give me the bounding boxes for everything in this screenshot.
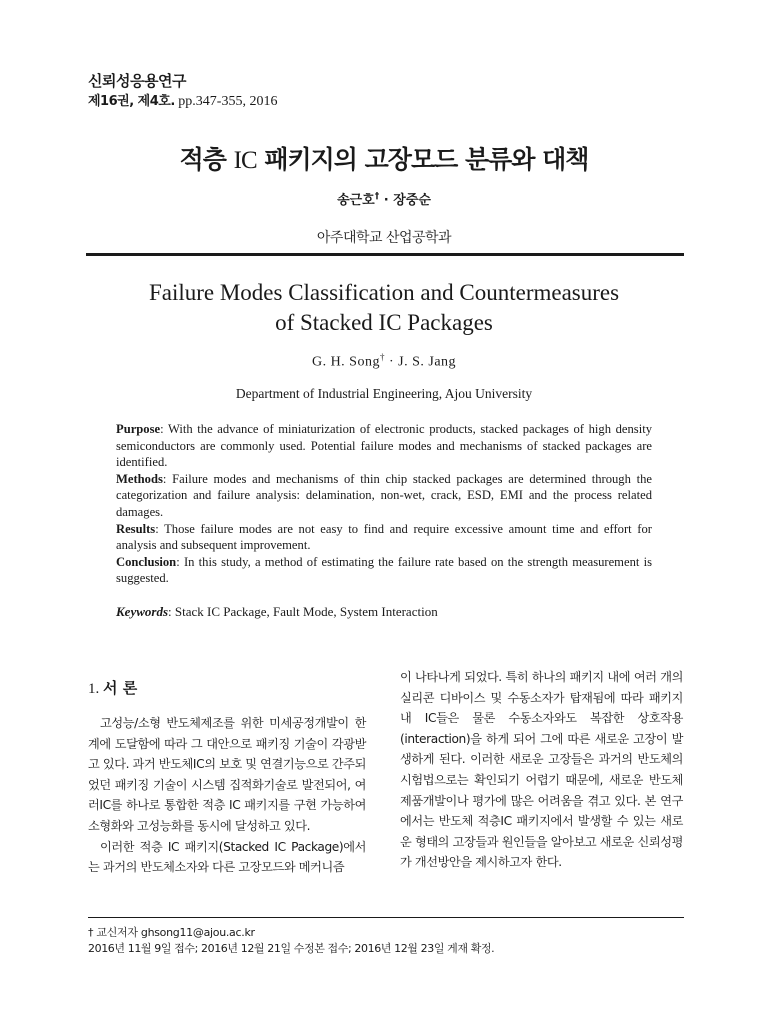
abstract-methods: Methods: Failure modes and mechanisms of thin chip stacked packages are determined through the categorization and failure analysis: delamination, non-wet, crack, ESD, EMI and the process related damages. (116, 471, 652, 519)
volume-issue: 제16권, 제4호. (88, 94, 175, 109)
journal-volume (88, 90, 277, 110)
corresponding-mark: † (374, 191, 380, 202)
abstract-conclusion: Conclusion: In this study, a method of estimating the failure rate based on the strength measurement is suggested. (116, 554, 652, 586)
paragraph: 이러한 적층 IC 패키지(Stacked IC Package)에서는 과거의 반도체소자와 다른 고장모드와 메커니즘 (88, 839, 366, 875)
english-title: Failure Modes Classification and Countermeasures of Stacked IC Packages (148, 280, 620, 335)
footnote-dates: 2016년 11월 9일 접수; 2016년 12월 21일 수정본 접수; 2016년 12월 23일 게재 확정. (88, 942, 495, 955)
english-affiliation: Department of Industrial Engineering, Ajou University (235, 386, 533, 401)
abstract-purpose: Purpose: With the advance of miniaturization of electronic products, stacked packages of high density semiconductors are commonly used. Potential failure modes and mechanisms of stacked packages are identified. (116, 422, 652, 470)
korean-title: 적층 IC 패키지의 고장모드 분류와 대책 (179, 145, 589, 174)
body-column-right (400, 667, 683, 873)
title-divider (86, 253, 684, 256)
pages-year: pp.347-355, 2016 (178, 94, 278, 109)
journal-name: 신뢰성응용연구 (88, 72, 186, 90)
footnote-divider (88, 917, 684, 918)
korean-authors: 송근호† · 장중순 (337, 191, 431, 208)
paragraph: 이 나타나게 되었다. 특히 하나의 패키지 내에 여러 개의 실리콘 디바이스 및 수동소자가 탑재됨에 따라 패키지 내 IC들은 물론 수동소자와도 복잡한 상호작용(interaction)을 하게 되어 그에 따른 새로운 고장이 발생하게 된다. 이러한 새로운 고장들은 과거의 반도체의 시험법으로는 확인되기 어렵기 때문에, 새로운 반도체 제품개발이나 평가에 많은 어려움을 겪고 있다. 본 연구에서는 반도체 적층IC 패키지에서 발생할 수 있는 새로운 형태의 고장들과 원인들을 알아보고 새로운 신뢰성평가 개선방안을 제시하고자 한다. (400, 670, 683, 870)
body-column-left (88, 713, 366, 878)
footnote-corresponding: † 교신저자 ghsong11@ajou.ac.kr (88, 926, 255, 939)
abstract (116, 421, 652, 587)
korean-affiliation: 아주대학교 산업공학과 (316, 230, 452, 246)
corresponding-mark-en: † (379, 352, 385, 362)
abstract-results: Results: Those failure modes are not easy to find and require excessive amount time and effort for analysis and subsequent improvement. (116, 521, 652, 553)
paragraph: 고성능/소형 반도체제조를 위한 미세공정개발이 한계에 도달함에 따라 그 대안으로 패키징 기술이 각광받고 있다. 과거 반도체IC의 보호 및 연결기능으로 간주되었던 패키징 기술이 시스템 집적화기술로 발전되어, 여러IC를 하나로 통합한 적층 IC 패키지를 구현 가능하여 소형화와 고성능화를 동시에 달성하고 있다. (88, 716, 366, 833)
section-heading: 1. 서 론 (88, 679, 138, 697)
english-authors: G. H. Song† · J. S. Jang (311, 352, 457, 370)
keywords: Keywords: Stack IC Package, Fault Mode, System Interaction (116, 604, 438, 619)
